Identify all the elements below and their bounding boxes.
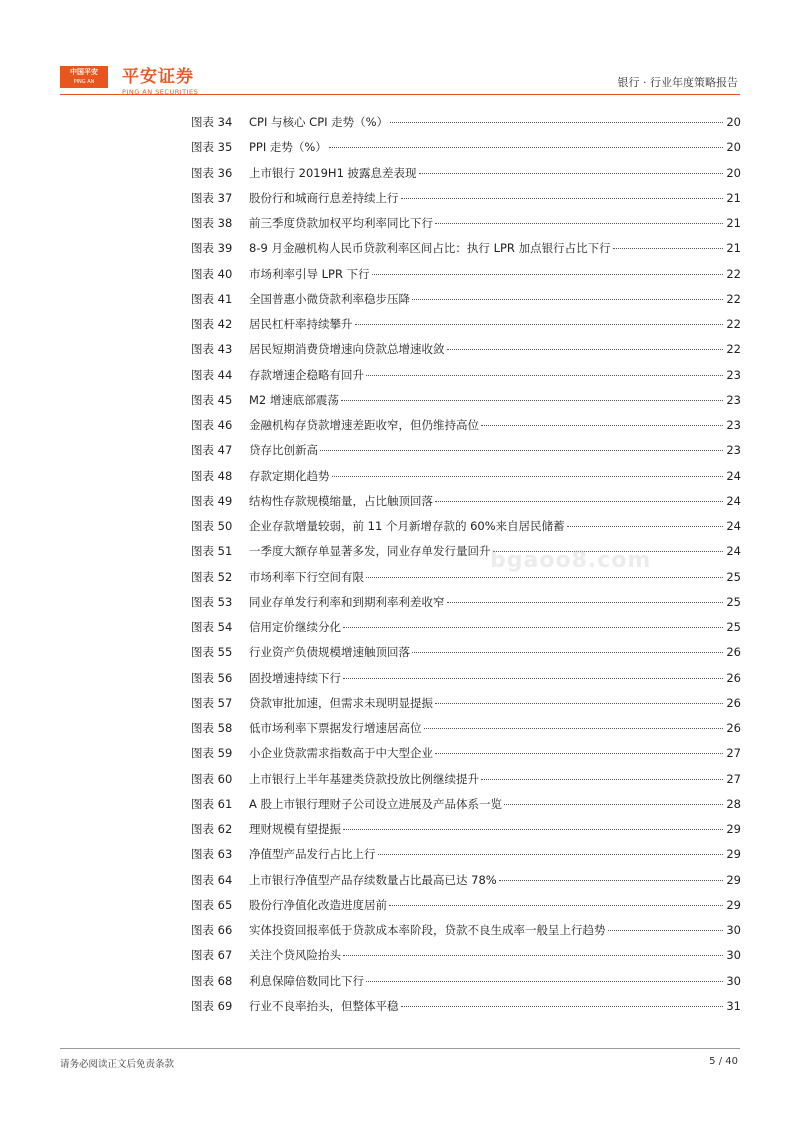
toc-figure-title: PPI 走势（%）	[249, 140, 327, 155]
toc-dot-leader	[343, 627, 723, 628]
toc-entry[interactable]	[191, 771, 741, 796]
toc-figure-label: 图表 67	[191, 948, 233, 963]
toc-entry[interactable]	[191, 846, 741, 871]
toc-dot-leader	[481, 425, 723, 426]
toc-page-number: 20	[726, 140, 741, 155]
toc-figure-title: 行业资产负债规模增速触顶回落	[249, 645, 410, 660]
toc-page-number: 26	[726, 670, 741, 685]
header-divider	[60, 94, 740, 95]
toc-figure-title: 居民杠杆率持续攀升	[249, 317, 353, 331]
toc-page-number: 21	[726, 216, 741, 230]
toc-dot-leader	[390, 122, 723, 123]
toc-dot-leader	[329, 147, 723, 148]
toc-entry[interactable]	[191, 316, 741, 341]
toc-entry[interactable]	[191, 291, 741, 316]
toc-figure-title: 一季度大额存单显著多发，同业存单发行量回升	[249, 544, 491, 559]
toc-page-number: 23	[726, 367, 741, 382]
toc-page-number: 24	[726, 493, 741, 508]
toc-figure-label: 图表 53	[191, 594, 233, 609]
toc-figure-label: 图表 68	[191, 973, 233, 988]
toc-figure-label: 图表 59	[191, 746, 233, 761]
toc-figure-label: 图表 36	[191, 165, 233, 180]
toc-figure-label: 图表 64	[191, 872, 233, 887]
toc-figure-title: 结构性存款规模缩量，占比触顶回落	[249, 493, 433, 508]
toc-figure-label: 图表 54	[191, 620, 233, 634]
toc-figure-label: 图表 52	[191, 569, 233, 584]
toc-page-number: 29	[726, 847, 741, 862]
toc-entry[interactable]	[191, 745, 741, 770]
toc-figure-title: 金融机构存贷款增速差距收窄，但仍维持高位	[249, 418, 479, 432]
toc-figure-title: 净值型产品发行占比上行	[249, 847, 376, 862]
toc-entry[interactable]	[191, 897, 741, 922]
toc-dot-leader	[320, 450, 723, 451]
toc-figure-label: 图表 34	[191, 115, 233, 129]
toc-entry[interactable]	[191, 569, 741, 594]
toc-entry[interactable]	[191, 240, 741, 265]
toc-figure-title: 行业不良率抬头，但整体平稳	[249, 998, 399, 1013]
toc-dot-leader	[435, 703, 723, 704]
toc-page-number: 24	[726, 468, 741, 483]
toc-page-number: 24	[726, 519, 741, 533]
toc-page-number: 22	[726, 342, 741, 357]
toc-page-number: 31	[726, 998, 741, 1013]
toc-figure-label: 图表 50	[191, 519, 233, 533]
page-header	[0, 0, 800, 100]
toc-figure-title: 信用定价继续分化	[249, 620, 341, 634]
toc-page-number: 21	[726, 241, 741, 256]
toc-figure-title: 上市银行净值型产品存续数量占比最高已达 78%	[249, 872, 497, 887]
toc-page-number: 29	[726, 897, 741, 912]
toc-dot-leader	[608, 930, 724, 931]
toc-dot-leader	[447, 602, 724, 603]
toc-entry[interactable]	[191, 922, 741, 947]
toc-page-number: 27	[726, 746, 741, 761]
toc-dot-leader	[343, 829, 723, 830]
toc-page-number: 25	[726, 569, 741, 584]
toc-entry[interactable]	[191, 341, 741, 366]
toc-entry[interactable]	[191, 543, 741, 568]
toc-entry[interactable]	[191, 190, 741, 215]
report-title: 银行 · 行业年度策略报告	[617, 76, 738, 89]
toc-entry[interactable]	[191, 139, 741, 164]
toc-page-number: 22	[726, 291, 741, 306]
toc-entry[interactable]	[191, 973, 741, 998]
toc-page-number: 22	[726, 266, 741, 281]
toc-figure-label: 图表 46	[191, 418, 233, 432]
toc-figure-label: 图表 40	[191, 266, 233, 281]
toc-figure-title: A 股上市银行理财子公司设立进展及产品体系一览	[249, 796, 503, 811]
toc-figure-title: 同业存单发行利率和到期利率利差收窄	[249, 594, 445, 609]
toc-figure-label: 图表 55	[191, 645, 233, 660]
toc-figure-label: 图表 48	[191, 468, 233, 483]
toc-figure-title: 上市银行上半年基建类贷款投放比例继续提升	[249, 771, 479, 786]
toc-dot-leader	[435, 501, 723, 502]
toc-figure-label: 图表 65	[191, 897, 233, 912]
brand	[122, 62, 198, 96]
toc-entry[interactable]	[191, 392, 741, 417]
toc-figure-label: 图表 66	[191, 923, 233, 937]
toc-dot-leader	[424, 728, 724, 729]
toc-page-number: 23	[726, 443, 741, 458]
toc-figure-label: 图表 41	[191, 291, 233, 306]
toc-entry[interactable]	[191, 720, 741, 745]
toc-dot-leader	[401, 198, 724, 199]
toc-figure-label: 图表 38	[191, 216, 233, 230]
toc-dot-leader	[504, 804, 723, 805]
toc-figure-title: 贷存比创新高	[249, 443, 318, 458]
toc-entry[interactable]	[191, 670, 741, 695]
toc-dot-leader	[355, 324, 724, 325]
toc-page-number: 25	[726, 594, 741, 609]
toc-entry[interactable]	[191, 442, 741, 467]
toc-figure-label: 图表 51	[191, 544, 233, 559]
logo-sub: PING AN	[73, 79, 95, 85]
toc-dot-leader	[366, 375, 723, 376]
toc-figure-label: 图表 45	[191, 392, 233, 407]
toc-dot-leader	[447, 349, 724, 350]
toc-figure-title: 股份行和城商行息差持续上行	[249, 190, 399, 205]
toc-figure-label: 图表 56	[191, 670, 233, 685]
toc-entry[interactable]	[191, 644, 741, 669]
toc-figure-label: 图表 58	[191, 721, 233, 735]
toc-dot-leader	[412, 299, 723, 300]
toc-page-number: 30	[726, 973, 741, 988]
toc-figure-title: 居民短期消费贷增速向贷款总增速收敛	[249, 342, 445, 357]
toc-figure-title: 前三季度贷款加权平均利率同比下行	[249, 216, 433, 230]
toc-figure-label: 图表 35	[191, 140, 233, 155]
toc-dot-leader	[567, 526, 723, 527]
toc-figure-title: 理财规模有望提振	[249, 822, 341, 836]
toc-figure-title: 市场利率下行空间有限	[249, 569, 364, 584]
toc-figure-title: 市场利率引导 LPR 下行	[249, 266, 370, 281]
toc-figure-title: 股份行净值化改造进度居前	[249, 897, 387, 912]
toc-dot-leader	[341, 400, 723, 401]
toc-figure-title: 全国普惠小微贷款利率稳步压降	[249, 291, 410, 306]
toc-entry[interactable]	[191, 947, 741, 972]
watermark: bgaoo8.com	[490, 548, 652, 573]
toc-figure-title: CPI 与核心 CPI 走势（%）	[249, 115, 389, 129]
toc-figure-label: 图表 63	[191, 847, 233, 862]
toc-dot-leader	[366, 981, 723, 982]
toc-dot-leader	[613, 248, 723, 249]
toc-dot-leader	[499, 880, 723, 881]
toc-page-number: 23	[726, 418, 741, 432]
toc-entry[interactable]	[191, 821, 741, 846]
toc-figure-label: 图表 62	[191, 822, 233, 836]
toc-dot-leader	[332, 476, 724, 477]
toc-page-number: 25	[726, 620, 741, 634]
toc-figure-label: 图表 49	[191, 493, 233, 508]
toc-figure-title: 存款增速企稳略有回升	[249, 367, 364, 382]
toc-page-number: 30	[726, 923, 741, 937]
toc-figure-title: 利息保障倍数同比下行	[249, 973, 364, 988]
toc-entry[interactable]	[191, 417, 741, 442]
toc-entry[interactable]	[191, 796, 741, 821]
toc-figure-title: 小企业贷款需求指数高于中大型企业	[249, 746, 433, 761]
toc-entry[interactable]	[191, 872, 741, 897]
toc-page-number: 20	[726, 115, 741, 129]
toc-figure-title: 上市银行 2019H1 披露息差表现	[249, 165, 417, 180]
toc-figure-title: 实体投资回报率低于贷款成本率阶段，贷款不良生成率一般呈上行趋势	[249, 923, 606, 937]
toc-figure-label: 图表 43	[191, 342, 233, 357]
toc-page-number: 26	[726, 695, 741, 710]
toc-entry[interactable]	[191, 215, 741, 240]
toc-page-number: 30	[726, 948, 741, 963]
toc-page-number: 22	[726, 317, 741, 331]
toc-figure-label: 图表 37	[191, 190, 233, 205]
toc-figure-label: 图表 61	[191, 796, 233, 811]
toc-page-number: 29	[726, 872, 741, 887]
toc-entry[interactable]	[191, 695, 741, 720]
toc-dot-leader	[419, 173, 723, 174]
toc-page-number: 27	[726, 771, 741, 786]
toc-figure-title: 贷款审批加速，但需求未现明显提振	[249, 695, 433, 710]
toc-entry[interactable]	[191, 266, 741, 291]
toc-entry[interactable]	[191, 165, 741, 190]
toc-figure-label: 图表 47	[191, 443, 233, 458]
toc-dot-leader	[412, 652, 723, 653]
brand-name-cn: 平安证券	[122, 67, 194, 87]
toc-figure-title: 存款定期化趋势	[249, 468, 330, 483]
figure-toc-list	[191, 114, 741, 1023]
toc-page-number: 23	[726, 392, 741, 407]
page-number: 5 / 40	[709, 1056, 738, 1067]
toc-dot-leader	[343, 678, 723, 679]
toc-page-number: 21	[726, 190, 741, 205]
toc-entry[interactable]	[191, 468, 741, 493]
toc-page-number: 26	[726, 721, 741, 735]
toc-entry[interactable]	[191, 493, 741, 518]
toc-dot-leader	[378, 854, 724, 855]
toc-dot-leader	[401, 1006, 724, 1007]
toc-dot-leader	[435, 753, 723, 754]
toc-dot-leader	[389, 905, 723, 906]
logo-text: 中国平安	[70, 68, 98, 76]
footer-divider	[60, 1048, 740, 1049]
toc-dot-leader	[366, 577, 723, 578]
toc-entry[interactable]	[191, 998, 741, 1023]
toc-figure-label: 图表 57	[191, 695, 233, 710]
toc-page-number: 28	[726, 796, 741, 811]
toc-dot-leader	[481, 779, 723, 780]
toc-figure-title: 8-9 月金融机构人民币贷款利率区间占比：执行 LPR 加点银行占比下行	[249, 241, 611, 256]
brand-name-en: PING AN SECURITIES	[122, 88, 199, 96]
toc-page-number: 20	[726, 165, 741, 180]
toc-entry[interactable]	[191, 594, 741, 619]
toc-figure-title: 固投增速持续下行	[249, 670, 341, 685]
toc-figure-title: 企业存款增量较弱，前 11 个月新增存款的 60%来自居民储蓄	[249, 519, 565, 533]
toc-figure-label: 图表 39	[191, 241, 233, 256]
toc-figure-label: 图表 69	[191, 998, 233, 1013]
toc-entry[interactable]	[191, 114, 741, 139]
toc-entry[interactable]	[191, 619, 741, 644]
toc-figure-label: 图表 44	[191, 367, 233, 382]
footer-disclaimer: 请务必阅读正文后免责条款	[60, 1059, 175, 1070]
toc-page-number: 29	[726, 822, 741, 836]
toc-entry[interactable]	[191, 518, 741, 543]
toc-figure-title: M2 增速底部震荡	[249, 392, 339, 407]
ping-an-logo	[60, 66, 108, 88]
toc-figure-title: 低市场利率下票据发行增速居高位	[249, 721, 422, 735]
toc-entry[interactable]	[191, 367, 741, 392]
toc-dot-leader	[435, 223, 723, 224]
toc-figure-title: 关注个贷风险抬头	[249, 948, 341, 963]
toc-dot-leader	[372, 274, 723, 275]
toc-figure-label: 图表 42	[191, 317, 233, 331]
toc-page-number: 26	[726, 645, 741, 660]
toc-dot-leader	[343, 955, 723, 956]
toc-figure-label: 图表 60	[191, 771, 233, 786]
toc-page-number: 24	[726, 544, 741, 559]
